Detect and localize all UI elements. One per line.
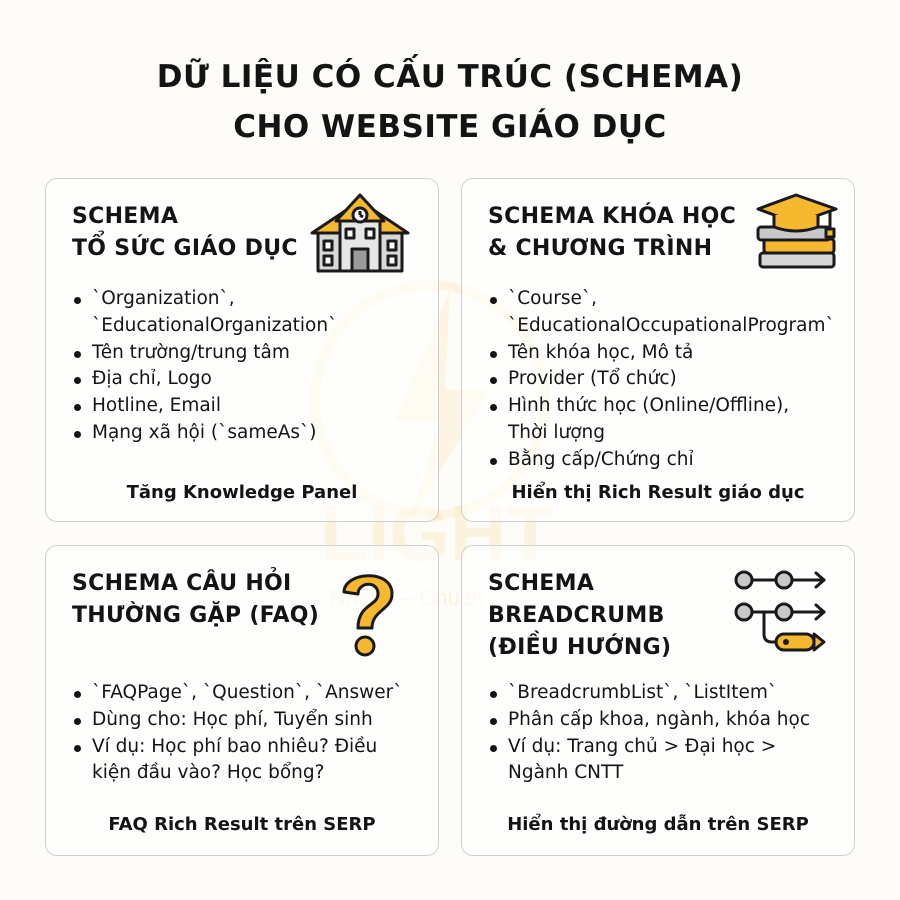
list-item: Dùng cho: Học phí, Tuyển sinh: [72, 707, 403, 734]
card-title-line: SCHEMA: [72, 204, 179, 229]
page-title-line-2: CHO WEBSITE GIÁO DỤC: [233, 109, 667, 145]
card-title-line: THƯỜNG GẶP (FAQ): [72, 603, 320, 628]
card-course-schema: [461, 178, 855, 522]
breadcrumb-path-icon: [730, 566, 834, 666]
list-item: `EducationalOrganization`: [92, 314, 338, 336]
card-title-line: SCHEMA CÂU HỎI: [72, 571, 292, 596]
card-footer: Tăng Knowledge Panel: [126, 482, 358, 503]
list-item: kiện đầu vào? Học bổng?: [92, 762, 325, 784]
list-item: Tên khóa học, Mô tả: [488, 340, 835, 367]
card-title-line: SCHEMA KHÓA HỌC: [488, 204, 737, 229]
school-building-icon: [308, 191, 412, 275]
list-item: Ví dụ: Trang chủ > Đại học >: [488, 734, 810, 761]
card-title: [72, 201, 298, 265]
list-item: Địa chỉ, Logo: [72, 366, 337, 393]
card-title: [72, 568, 319, 632]
card-title: [488, 201, 736, 265]
card-footer: FAQ Rich Result trên SERP: [108, 814, 376, 835]
card-organization-schema: [45, 178, 439, 522]
bullet-list: [488, 680, 810, 787]
list-item: Phân cấp khoa, ngành, khóa học: [488, 707, 810, 734]
watermark-text: LIGHT: [320, 489, 554, 577]
list-item: Thời lượng: [508, 421, 606, 443]
list-item: `Organization`,: [72, 286, 337, 313]
card-breadcrumb-schema: [461, 545, 855, 856]
list-item: `FAQPage`, `Question`, `Answer`: [72, 680, 403, 707]
list-item: Bằng cấp/Chứng chỉ: [488, 447, 835, 474]
list-item: Hotline, Email: [72, 393, 337, 420]
card-title-line: TỔ SỨC GIÁO DỤC: [72, 236, 298, 261]
list-item: `BreadcrumbList`, `ListItem`: [488, 680, 810, 707]
list-item: `Course`,: [488, 286, 835, 313]
card-faq-schema: [45, 545, 439, 856]
question-mark-icon: [336, 566, 400, 660]
list-item: `EducationalOccupationalProgram`: [508, 314, 835, 336]
list-item: Ngành CNTT: [508, 762, 624, 784]
list-item: Tên trường/trung tâm: [72, 340, 337, 367]
list-item: Provider (Tổ chức): [488, 366, 835, 393]
bullet-list: [72, 286, 337, 447]
page-title-line-1: DỮ LIỆU CÓ CẤU TRÚC (SCHEMA): [156, 59, 744, 95]
page-title: [0, 52, 900, 152]
card-title-line: BREADCRUMB: [488, 603, 665, 628]
card-footer: Hiển thị Rich Result giáo dục: [511, 482, 805, 503]
graduation-cap-books-icon: [752, 189, 842, 273]
list-item: Hình thức học (Online/Offline),: [488, 393, 835, 420]
card-title-line: & CHƯƠNG TRÌNH: [488, 236, 713, 261]
card-title-line: (ĐIỀU HƯỚNG): [488, 635, 672, 660]
list-item: Ví dụ: Học phí bao nhiêu? Điều: [72, 734, 403, 761]
card-title: [488, 568, 671, 664]
watermark-subtext: Chuẩn: [419, 585, 485, 610]
card-title-line: SCHEMA: [488, 571, 595, 596]
list-item: Mạng xã hội (`sameAs`): [72, 420, 337, 447]
bullet-list: [72, 680, 403, 787]
bullet-list: [488, 286, 835, 474]
card-footer: Hiển thị đường dẫn trên SERP: [507, 814, 809, 835]
